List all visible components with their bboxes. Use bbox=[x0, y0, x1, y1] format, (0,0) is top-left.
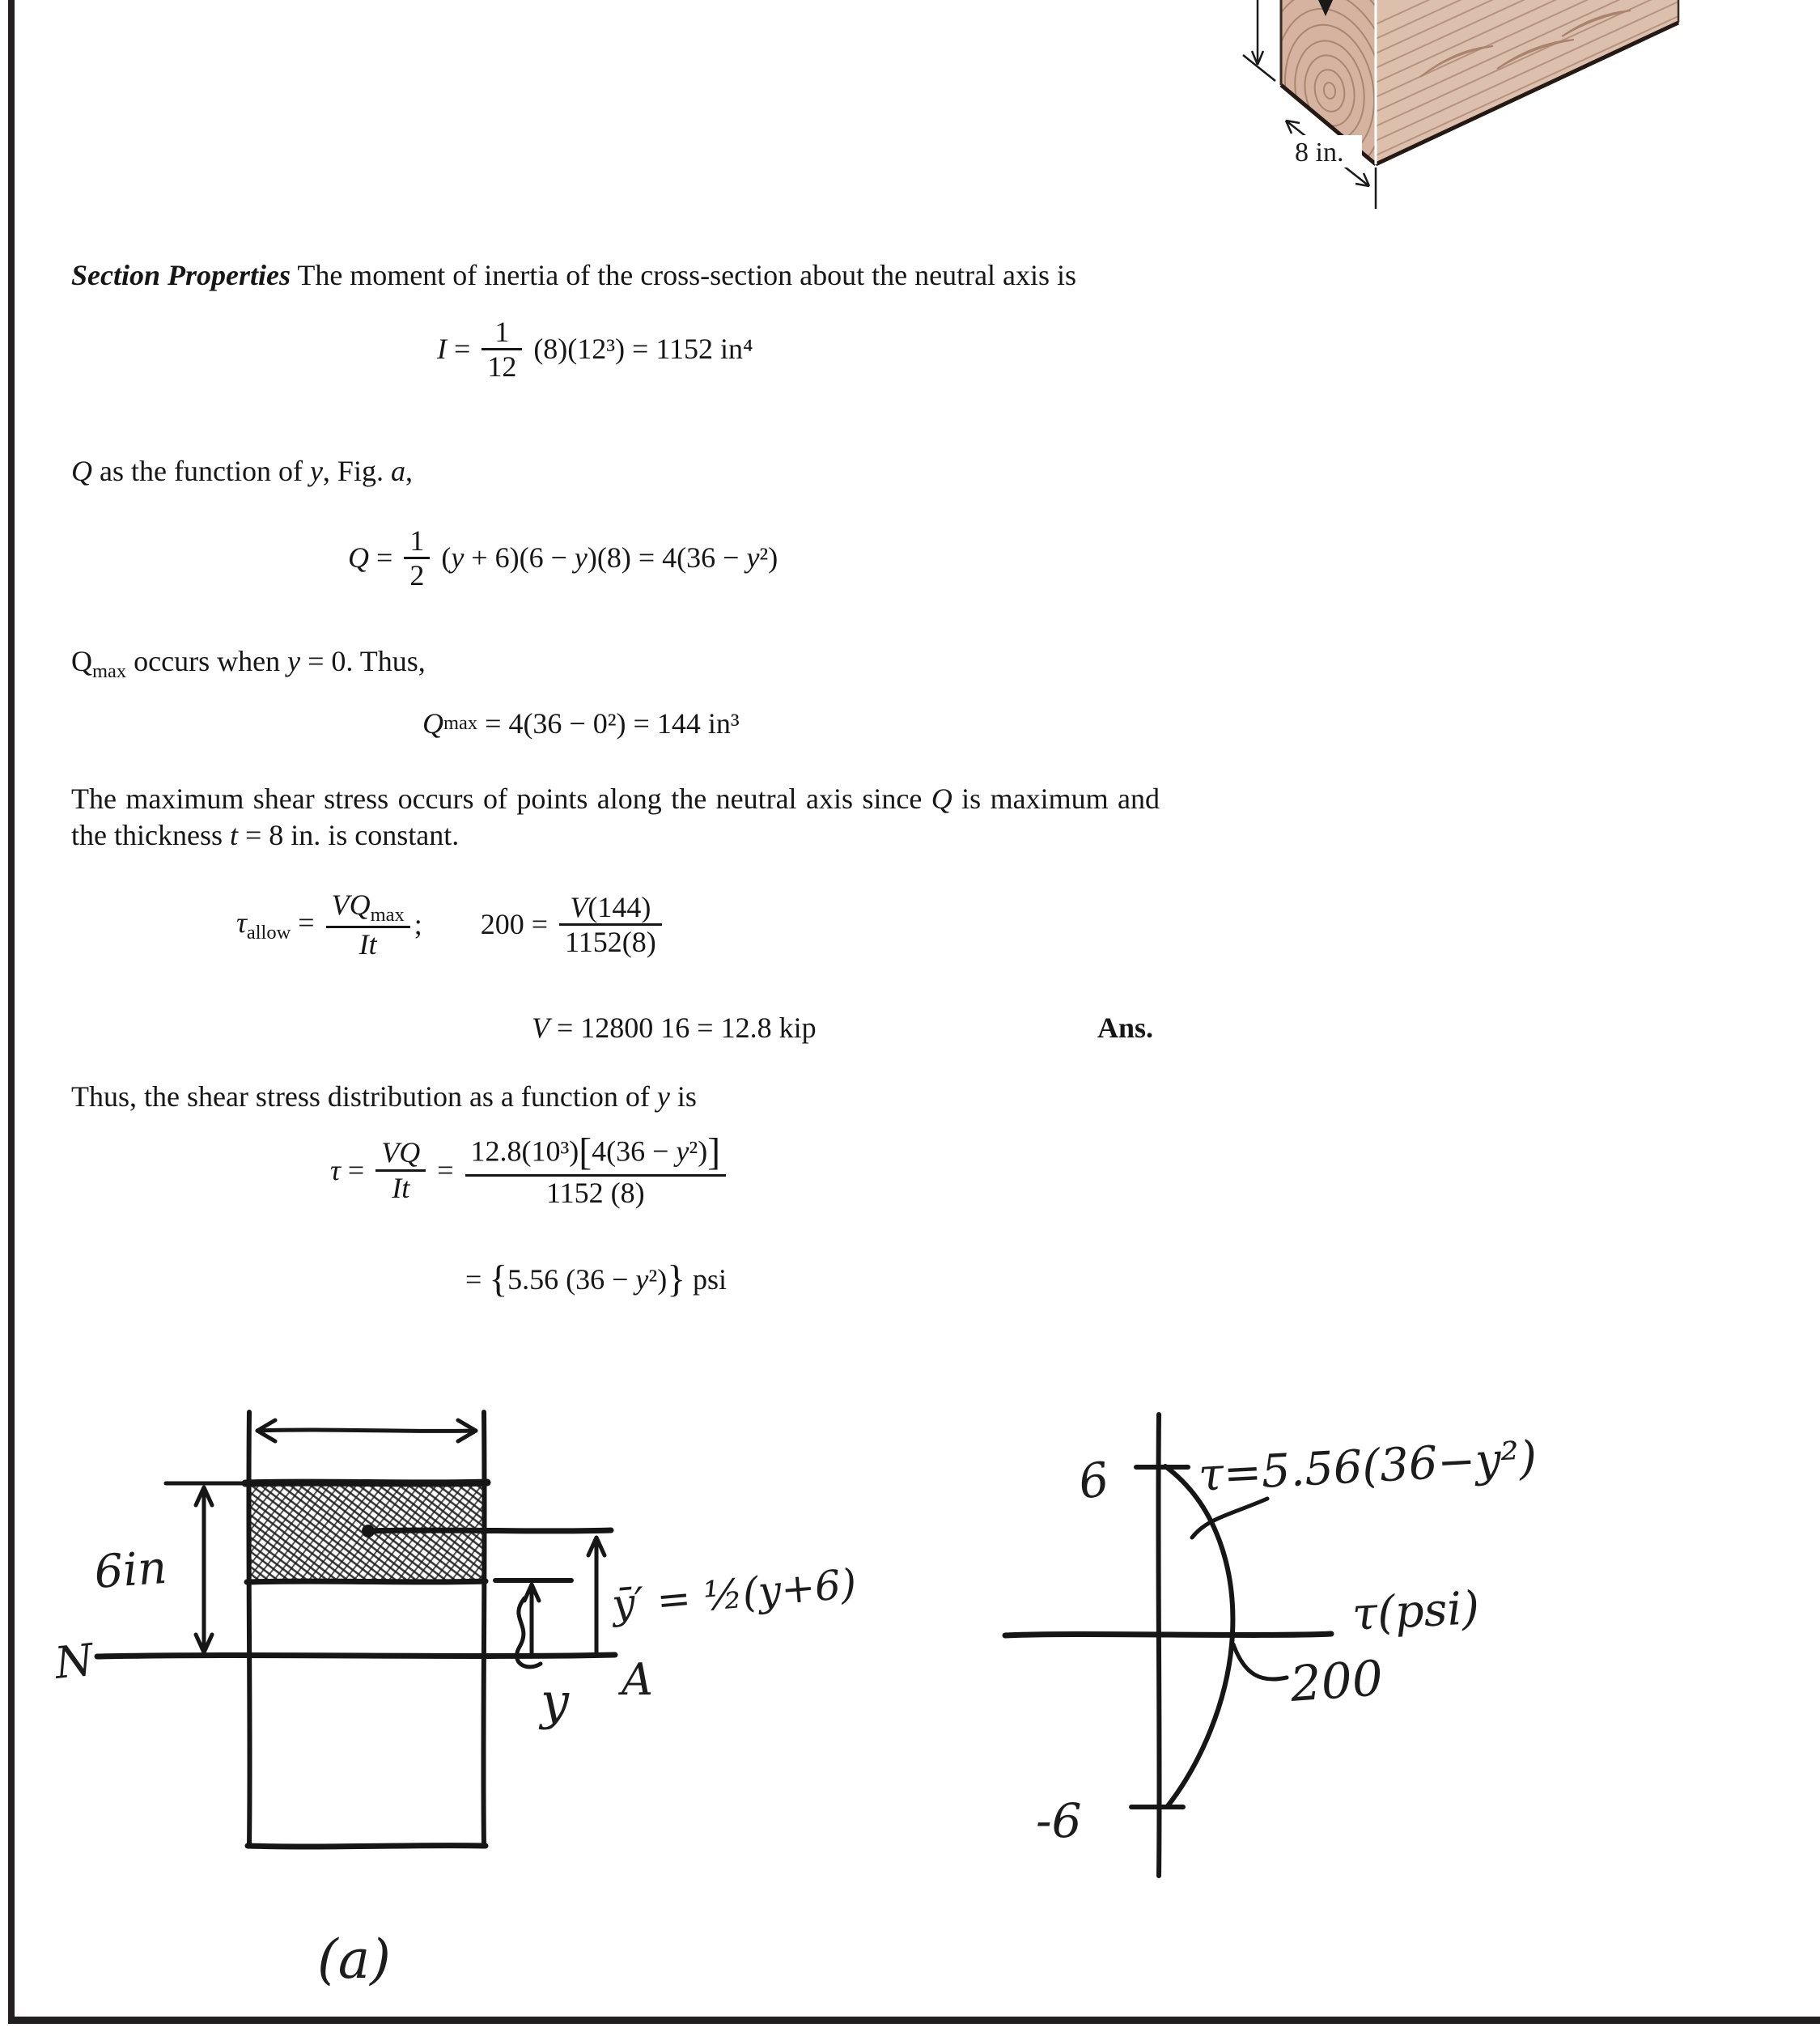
equation-v: V = 12800 16 = 12.8 kip bbox=[532, 1012, 817, 1044]
fraction: $\frac{1}{2}$ bbox=[404, 524, 430, 592]
fraction: $\frac{1}{12}$ bbox=[482, 316, 522, 384]
page-left-border bbox=[8, 0, 15, 2024]
value-leader bbox=[1233, 1644, 1287, 1679]
neutral-axis-n-label: N bbox=[52, 1634, 96, 1689]
cross-section-outline bbox=[245, 1412, 487, 1847]
fraction: $\frac{VQ}{It}$ bbox=[375, 1136, 426, 1204]
para-qmax: $Q_{max}$ occurs when y = 0. Thus, bbox=[71, 645, 426, 682]
eq-lhs: Q = bbox=[348, 541, 401, 575]
eq-mid: = bbox=[430, 1153, 461, 1186]
para-thus: Thus, the shear stress distribution as a function of y is bbox=[71, 1080, 697, 1113]
equation-inertia bbox=[437, 316, 753, 384]
equation-tau bbox=[330, 1131, 730, 1210]
y-axis-bottom-tick-label: -6 bbox=[1036, 1793, 1082, 1848]
equation-tau-allow bbox=[236, 889, 666, 961]
graph-x-axis bbox=[1005, 1634, 1331, 1635]
neutral-axis-line bbox=[97, 1655, 615, 1656]
para-q-function: Q as the function of y, Fig. a, bbox=[71, 455, 413, 487]
eq-lhs: I = bbox=[437, 333, 478, 366]
figure-a-cross-section bbox=[49, 1400, 955, 2017]
eq-lhs: τ = bbox=[330, 1153, 372, 1186]
x-axis-label: τ(psi) bbox=[1351, 1581, 1481, 1641]
curve-equation-label: τ=5.56(36−y²) bbox=[1197, 1432, 1538, 1502]
figure-a-caption: (a) bbox=[317, 1928, 391, 1991]
neutral-axis-a-label: A bbox=[622, 1654, 653, 1705]
answer-label: Ans. bbox=[1097, 1012, 1154, 1044]
height-dimension-line bbox=[1243, 0, 1275, 81]
y-axis-top-tick-label: 6 bbox=[1075, 1451, 1113, 1510]
eq-lhs: $\tau_{allow}$ = bbox=[236, 906, 322, 944]
fraction: $\frac{VQ_{max}}{It}$ bbox=[326, 889, 410, 961]
para-max-shear: The maximum shear stress occurs of points along the neutral axis since Q is maximum and the thickness t = 8 in. is constant. bbox=[71, 783, 1167, 851]
wood-side-face bbox=[1376, 0, 1678, 164]
height-dimension bbox=[166, 1483, 251, 1652]
eq-rhs: (y + 6)(6 − y)(8) = 4(36 − y²) bbox=[434, 541, 778, 575]
para-section-properties: Section Properties The moment of inertia of the cross-section about the neutral axis is bbox=[71, 259, 1077, 291]
fraction: $\frac{\text{12.8(10³)[4(36 − y²)]}}{1152 (8)}$ bbox=[465, 1131, 727, 1210]
equation-tau-result: = { 5.56 (36 − y ²) } psi bbox=[465, 1258, 728, 1300]
eq-rhs: (8)(12³) = 1152 in⁴ bbox=[526, 333, 753, 366]
y-label: y bbox=[541, 1672, 570, 1731]
ybar-equation-label: ȳ′ = ½(y+6) bbox=[609, 1559, 859, 1628]
equation-q bbox=[348, 524, 778, 592]
eq-semicolon: ; bbox=[414, 908, 422, 941]
equation-qmax: Q max = 4(36 − 0²) = 144 in³ bbox=[422, 707, 740, 740]
width-dimension bbox=[257, 1420, 476, 1441]
ybar-arrow bbox=[588, 1538, 605, 1652]
page-bottom-border bbox=[8, 2017, 1820, 2024]
wood-block-figure bbox=[1214, 0, 1748, 227]
eq-mid: 200 = bbox=[480, 908, 556, 941]
fraction: $\frac{V(144)}{1152(8)}$ bbox=[559, 891, 662, 959]
width-dim-label: 8 in. bbox=[1295, 138, 1344, 168]
height-dim-label: 6in bbox=[92, 1541, 169, 1599]
shear-distribution-graph bbox=[995, 1400, 1740, 1895]
max-value-label: 200 bbox=[1288, 1650, 1385, 1713]
